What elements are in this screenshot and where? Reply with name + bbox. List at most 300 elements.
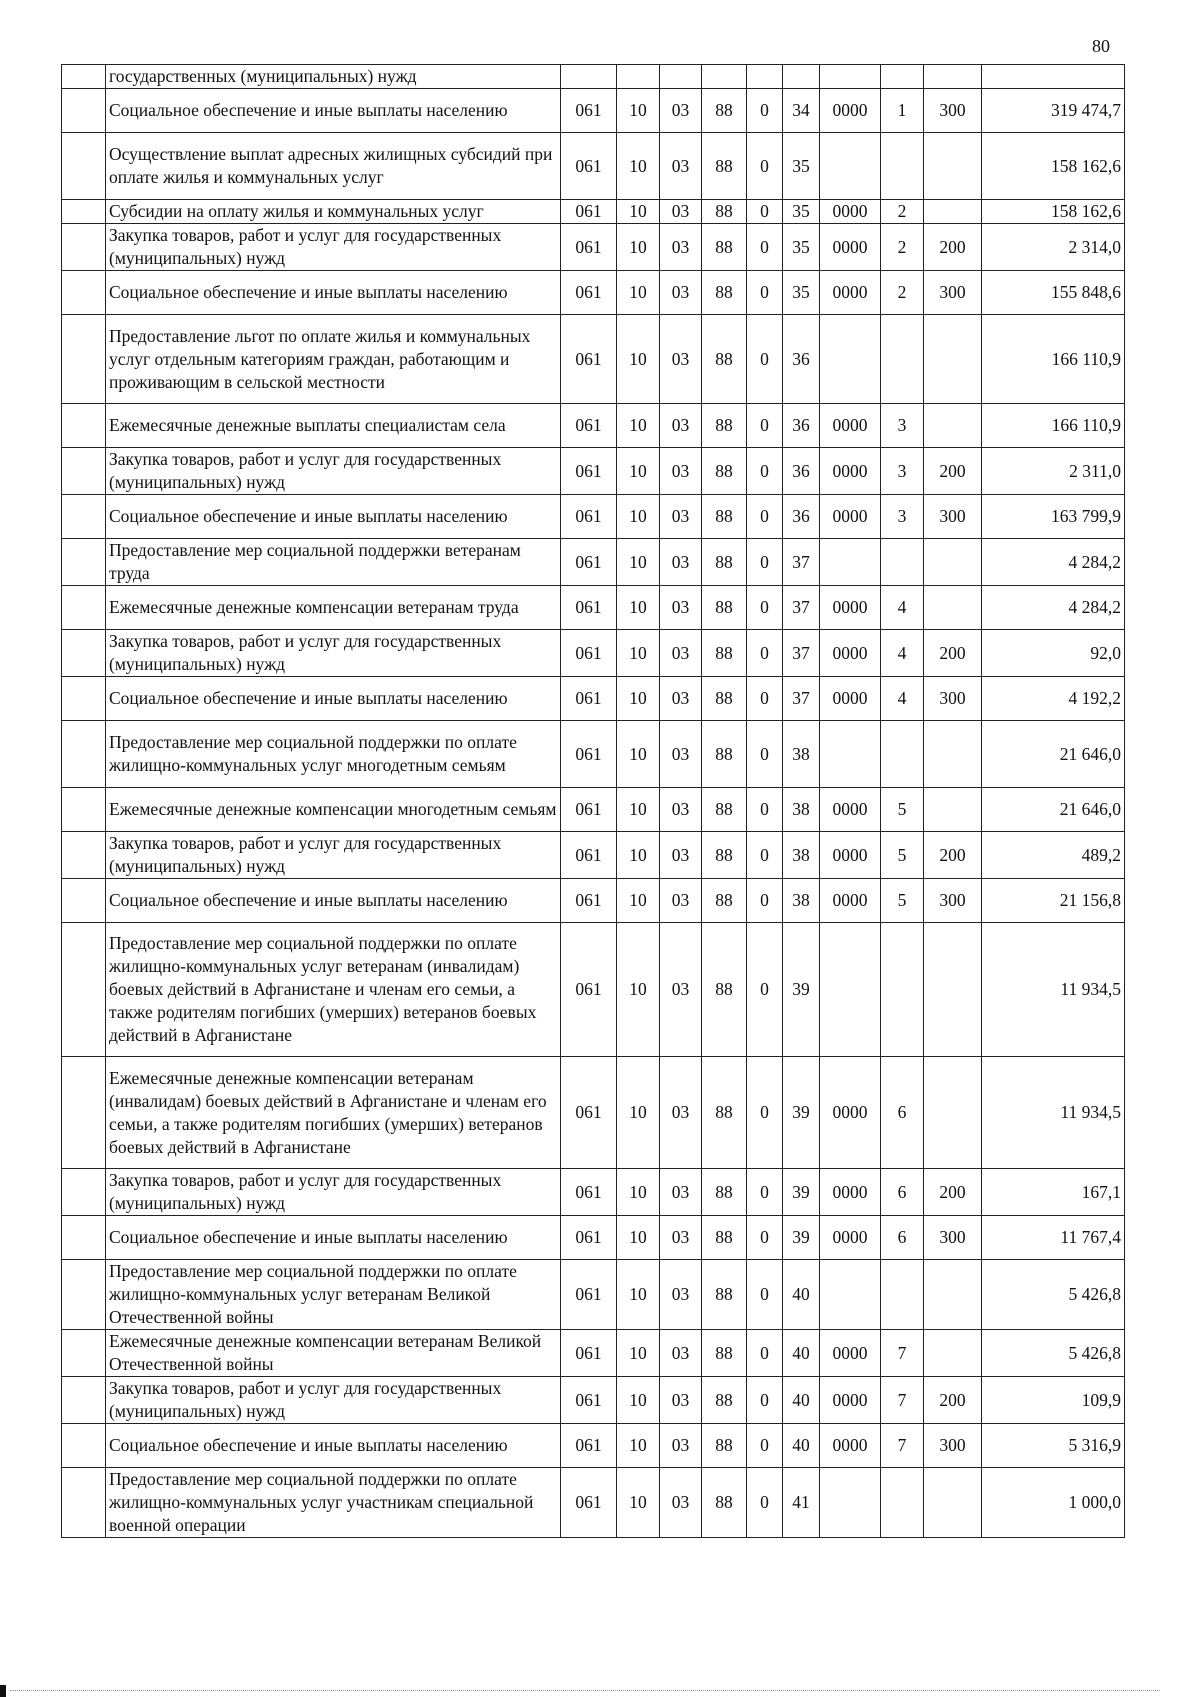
- code-admin-cell: 061: [561, 200, 617, 224]
- code-section-cell: 10: [617, 133, 660, 200]
- code-main-event-cell: 38: [783, 879, 820, 923]
- code-subprogram-cell: 0: [747, 404, 783, 448]
- code-direction-cell: 0000: [820, 677, 881, 721]
- code-expense-type-cell: 200: [924, 630, 982, 677]
- blank-cell: [62, 1377, 106, 1424]
- code-subprogram-cell: 0: [747, 832, 783, 879]
- amount-cell: 155 848,6: [982, 271, 1125, 315]
- code-program-cell: 88: [702, 495, 747, 539]
- code-main-event-cell: 38: [783, 832, 820, 879]
- code-program-cell: 88: [702, 539, 747, 586]
- code-subsection-cell: 03: [660, 721, 702, 788]
- blank-cell: [62, 1468, 106, 1538]
- code-admin-cell: 061: [561, 224, 617, 271]
- code-subprogram-cell: 0: [747, 677, 783, 721]
- amount-cell: 319 474,7: [982, 89, 1125, 133]
- table-row: [62, 495, 1125, 539]
- table-row: [62, 630, 1125, 677]
- code-expense-type-cell: 300: [924, 271, 982, 315]
- item-name-cell: Закупка товаров, работ и услуг для государственных (муниципальных) нужд: [106, 630, 561, 677]
- code-admin-cell: 061: [561, 495, 617, 539]
- blank-cell: [62, 1424, 106, 1468]
- blank-cell: [62, 586, 106, 630]
- code-admin-cell: 061: [561, 271, 617, 315]
- table-row: [62, 1057, 1125, 1169]
- item-name-cell: Ежемесячные денежные компенсации ветеранам труда: [106, 586, 561, 630]
- code-section-cell: 10: [617, 200, 660, 224]
- code-direction-suffix-cell: 3: [881, 495, 924, 539]
- code-subprogram-cell: 0: [747, 271, 783, 315]
- code-expense-type-cell: 200: [924, 832, 982, 879]
- item-name-cell: Предоставление мер социальной поддержки по оплате жилищно-коммунальных услуг ветеранам Великой Отечественной войны: [106, 1260, 561, 1330]
- code-subprogram-cell: 0: [747, 923, 783, 1057]
- code-admin-cell: 061: [561, 1468, 617, 1538]
- table-row: [62, 448, 1125, 495]
- code-section-cell: 10: [617, 448, 660, 495]
- amount-cell: 11 934,5: [982, 1057, 1125, 1169]
- code-main-event-cell: 39: [783, 923, 820, 1057]
- table-row: [62, 1424, 1125, 1468]
- code-subsection-cell: 03: [660, 1468, 702, 1538]
- code-admin-cell: 061: [561, 448, 617, 495]
- code-main-event-cell: 37: [783, 586, 820, 630]
- code-direction-cell: 0000: [820, 1057, 881, 1169]
- code-program-cell: 88: [702, 89, 747, 133]
- code-direction-cell: 0000: [820, 200, 881, 224]
- code-main-event-cell: 38: [783, 788, 820, 832]
- code-section-cell: 10: [617, 539, 660, 586]
- code-program-cell: 88: [702, 315, 747, 404]
- code-direction-suffix-cell: 4: [881, 586, 924, 630]
- code-expense-type-cell: 300: [924, 1424, 982, 1468]
- blank-cell: [62, 677, 106, 721]
- code-expense-type-cell: [924, 923, 982, 1057]
- code-subsection-cell: 03: [660, 1260, 702, 1330]
- blank-cell: [62, 1330, 106, 1377]
- code-main-event-cell: 35: [783, 224, 820, 271]
- table-row: [62, 1260, 1125, 1330]
- item-name-cell: Предоставление мер социальной поддержки по оплате жилищно-коммунальных услуг ветеранам (инвалидам) боевых действий в Афганистане и членам его семьи, а также родителям погибших (умерших) ветеранов боевых действий в Афганистане: [106, 923, 561, 1057]
- item-name-cell: Ежемесячные денежные компенсации ветеранам Великой Отечественной войны: [106, 1330, 561, 1377]
- code-direction-cell: 0000: [820, 630, 881, 677]
- code-subsection-cell: 03: [660, 1330, 702, 1377]
- code-section-cell: 10: [617, 404, 660, 448]
- code-subsection-cell: 03: [660, 1216, 702, 1260]
- code-admin-cell: 061: [561, 677, 617, 721]
- blank-cell: [62, 630, 106, 677]
- code-admin-cell: 061: [561, 1330, 617, 1377]
- blank-cell: [62, 224, 106, 271]
- code-expense-type-cell: [924, 1468, 982, 1538]
- code-expense-type-cell: 300: [924, 1216, 982, 1260]
- code-direction-cell: 0000: [820, 788, 881, 832]
- table-row: [62, 1216, 1125, 1260]
- amount-cell: 4 192,2: [982, 677, 1125, 721]
- code-direction-suffix-cell: 3: [881, 448, 924, 495]
- code-admin-cell: 061: [561, 1169, 617, 1216]
- code-subprogram-cell: 0: [747, 630, 783, 677]
- table-row: [62, 677, 1125, 721]
- code-direction-cell: 0000: [820, 89, 881, 133]
- code-program-cell: 88: [702, 1216, 747, 1260]
- code-subprogram-cell: 0: [747, 315, 783, 404]
- code-section-cell: 10: [617, 89, 660, 133]
- code-admin-cell: 061: [561, 1377, 617, 1424]
- blank-cell: [62, 448, 106, 495]
- code-section-cell: 10: [617, 271, 660, 315]
- code-main-event-cell: [783, 65, 820, 89]
- code-subprogram-cell: 0: [747, 1330, 783, 1377]
- item-name-cell: Социальное обеспечение и иные выплаты населению: [106, 879, 561, 923]
- code-admin-cell: [561, 65, 617, 89]
- budget-table: [61, 64, 1125, 1538]
- code-main-event-cell: 38: [783, 721, 820, 788]
- code-subprogram-cell: 0: [747, 133, 783, 200]
- table-row: [62, 923, 1125, 1057]
- code-section-cell: 10: [617, 630, 660, 677]
- code-expense-type-cell: [924, 315, 982, 404]
- code-expense-type-cell: [924, 133, 982, 200]
- code-direction-cell: 0000: [820, 879, 881, 923]
- table-row: [62, 788, 1125, 832]
- code-main-event-cell: 39: [783, 1169, 820, 1216]
- code-section-cell: 10: [617, 495, 660, 539]
- item-name-cell: Субсидии на оплату жилья и коммунальных услуг: [106, 200, 561, 224]
- code-program-cell: 88: [702, 879, 747, 923]
- code-subsection-cell: 03: [660, 89, 702, 133]
- blank-cell: [62, 89, 106, 133]
- code-expense-type-cell: [924, 1057, 982, 1169]
- table-row: [62, 200, 1125, 224]
- code-admin-cell: 061: [561, 1424, 617, 1468]
- code-direction-suffix-cell: [881, 65, 924, 89]
- code-direction-suffix-cell: 7: [881, 1330, 924, 1377]
- amount-cell: 21 646,0: [982, 788, 1125, 832]
- code-program-cell: 88: [702, 721, 747, 788]
- code-direction-suffix-cell: 5: [881, 879, 924, 923]
- code-direction-cell: 0000: [820, 1216, 881, 1260]
- code-direction-suffix-cell: 6: [881, 1169, 924, 1216]
- code-admin-cell: 061: [561, 832, 617, 879]
- code-section-cell: 10: [617, 1424, 660, 1468]
- code-expense-type-cell: 200: [924, 224, 982, 271]
- code-expense-type-cell: 300: [924, 89, 982, 133]
- code-section-cell: 10: [617, 879, 660, 923]
- code-admin-cell: 061: [561, 1057, 617, 1169]
- code-main-event-cell: 40: [783, 1377, 820, 1424]
- amount-cell: 1 000,0: [982, 1468, 1125, 1538]
- code-direction-suffix-cell: 6: [881, 1057, 924, 1169]
- code-admin-cell: 061: [561, 315, 617, 404]
- code-program-cell: 88: [702, 788, 747, 832]
- code-admin-cell: 061: [561, 721, 617, 788]
- code-program-cell: 88: [702, 404, 747, 448]
- page-number: 80: [1092, 36, 1110, 56]
- code-program-cell: 88: [702, 271, 747, 315]
- code-direction-cell: 0000: [820, 1377, 881, 1424]
- code-direction-cell: [820, 133, 881, 200]
- amount-cell: 11 934,5: [982, 923, 1125, 1057]
- code-main-event-cell: 39: [783, 1216, 820, 1260]
- code-subprogram-cell: 0: [747, 200, 783, 224]
- blank-cell: [62, 404, 106, 448]
- code-direction-suffix-cell: [881, 133, 924, 200]
- code-direction-cell: 0000: [820, 224, 881, 271]
- code-direction-cell: 0000: [820, 404, 881, 448]
- code-subprogram-cell: 0: [747, 1424, 783, 1468]
- item-name-cell: Социальное обеспечение и иные выплаты населению: [106, 1216, 561, 1260]
- code-subsection-cell: 03: [660, 630, 702, 677]
- blank-cell: [62, 1260, 106, 1330]
- code-program-cell: 88: [702, 832, 747, 879]
- code-main-event-cell: 40: [783, 1424, 820, 1468]
- item-name-cell: Социальное обеспечение и иные выплаты населению: [106, 495, 561, 539]
- code-expense-type-cell: [924, 788, 982, 832]
- code-main-event-cell: 40: [783, 1330, 820, 1377]
- code-main-event-cell: 35: [783, 200, 820, 224]
- amount-cell: 109,9: [982, 1377, 1125, 1424]
- code-direction-suffix-cell: 4: [881, 677, 924, 721]
- code-main-event-cell: 37: [783, 677, 820, 721]
- amount-cell: 163 799,9: [982, 495, 1125, 539]
- code-direction-suffix-cell: 2: [881, 200, 924, 224]
- amount-cell: 158 162,6: [982, 133, 1125, 200]
- code-main-event-cell: 36: [783, 315, 820, 404]
- code-direction-cell: [820, 65, 881, 89]
- amount-cell: 5 426,8: [982, 1260, 1125, 1330]
- item-name-cell: Ежемесячные денежные компенсации многодетным семьям: [106, 788, 561, 832]
- code-direction-suffix-cell: 7: [881, 1424, 924, 1468]
- code-direction-suffix-cell: [881, 721, 924, 788]
- code-program-cell: 88: [702, 1260, 747, 1330]
- amount-cell: 167,1: [982, 1169, 1125, 1216]
- code-subsection-cell: 03: [660, 832, 702, 879]
- amount-cell: 166 110,9: [982, 315, 1125, 404]
- code-direction-suffix-cell: [881, 1260, 924, 1330]
- blank-cell: [62, 133, 106, 200]
- code-subprogram-cell: 0: [747, 586, 783, 630]
- item-name-cell: Социальное обеспечение и иные выплаты населению: [106, 677, 561, 721]
- code-subsection-cell: 03: [660, 271, 702, 315]
- code-subprogram-cell: 0: [747, 495, 783, 539]
- code-program-cell: 88: [702, 448, 747, 495]
- code-section-cell: 10: [617, 832, 660, 879]
- code-expense-type-cell: 200: [924, 1169, 982, 1216]
- code-main-event-cell: 35: [783, 133, 820, 200]
- blank-cell: [62, 788, 106, 832]
- code-direction-suffix-cell: [881, 315, 924, 404]
- code-admin-cell: 061: [561, 586, 617, 630]
- blank-cell: [62, 271, 106, 315]
- code-direction-suffix-cell: 7: [881, 1377, 924, 1424]
- item-name-cell: Осуществление выплат адресных жилищных субсидий при оплате жилья и коммунальных услуг: [106, 133, 561, 200]
- item-name-cell: Социальное обеспечение и иные выплаты населению: [106, 271, 561, 315]
- item-name-cell: Предоставление льгот по оплате жилья и коммунальных услуг отдельным категориям граждан, работающим и проживающим в сельской местности: [106, 315, 561, 404]
- code-program-cell: 88: [702, 133, 747, 200]
- blank-cell: [62, 1216, 106, 1260]
- code-direction-cell: [820, 923, 881, 1057]
- blank-cell: [62, 832, 106, 879]
- blank-cell: [62, 721, 106, 788]
- code-subsection-cell: [660, 65, 702, 89]
- code-direction-suffix-cell: 6: [881, 1216, 924, 1260]
- blank-cell: [62, 1057, 106, 1169]
- code-direction-cell: 0000: [820, 495, 881, 539]
- code-subsection-cell: 03: [660, 677, 702, 721]
- code-subprogram-cell: 0: [747, 1468, 783, 1538]
- code-direction-cell: 0000: [820, 586, 881, 630]
- code-subprogram-cell: [747, 65, 783, 89]
- amount-cell: 2 311,0: [982, 448, 1125, 495]
- code-section-cell: 10: [617, 1260, 660, 1330]
- code-main-event-cell: 41: [783, 1468, 820, 1538]
- amount-cell: 4 284,2: [982, 539, 1125, 586]
- code-direction-suffix-cell: 4: [881, 630, 924, 677]
- code-main-event-cell: 35: [783, 271, 820, 315]
- table-row: [62, 586, 1125, 630]
- code-direction-suffix-cell: 1: [881, 89, 924, 133]
- item-name-cell: государственных (муниципальных) нужд: [106, 65, 561, 89]
- code-program-cell: 88: [702, 586, 747, 630]
- amount-cell: 158 162,6: [982, 200, 1125, 224]
- table-row: [62, 1169, 1125, 1216]
- code-subprogram-cell: 0: [747, 721, 783, 788]
- code-section-cell: 10: [617, 1216, 660, 1260]
- item-name-cell: Закупка товаров, работ и услуг для государственных (муниципальных) нужд: [106, 448, 561, 495]
- code-expense-type-cell: [924, 586, 982, 630]
- table-row: [62, 65, 1125, 89]
- code-program-cell: 88: [702, 1169, 747, 1216]
- code-admin-cell: 061: [561, 923, 617, 1057]
- amount-cell: 21 156,8: [982, 879, 1125, 923]
- item-name-cell: Предоставление мер социальной поддержки по оплате жилищно-коммунальных услуг многодетным семьям: [106, 721, 561, 788]
- code-section-cell: 10: [617, 1468, 660, 1538]
- code-direction-cell: 0000: [820, 448, 881, 495]
- code-main-event-cell: 36: [783, 448, 820, 495]
- code-direction-suffix-cell: [881, 923, 924, 1057]
- code-subsection-cell: 03: [660, 1169, 702, 1216]
- table-row: [62, 133, 1125, 200]
- code-direction-cell: 0000: [820, 832, 881, 879]
- code-program-cell: 88: [702, 224, 747, 271]
- code-admin-cell: 061: [561, 89, 617, 133]
- blank-cell: [62, 495, 106, 539]
- code-program-cell: 88: [702, 923, 747, 1057]
- code-admin-cell: 061: [561, 404, 617, 448]
- code-section-cell: 10: [617, 1330, 660, 1377]
- code-main-event-cell: 37: [783, 630, 820, 677]
- code-direction-suffix-cell: [881, 539, 924, 586]
- code-program-cell: 88: [702, 1330, 747, 1377]
- code-program-cell: 88: [702, 1057, 747, 1169]
- blank-cell: [62, 879, 106, 923]
- code-subprogram-cell: 0: [747, 448, 783, 495]
- code-expense-type-cell: [924, 539, 982, 586]
- code-section-cell: 10: [617, 677, 660, 721]
- table-row: [62, 721, 1125, 788]
- blank-cell: [62, 315, 106, 404]
- item-name-cell: Социальное обеспечение и иные выплаты населению: [106, 89, 561, 133]
- code-subsection-cell: 03: [660, 200, 702, 224]
- code-subprogram-cell: 0: [747, 788, 783, 832]
- code-program-cell: 88: [702, 200, 747, 224]
- amount-cell: 5 316,9: [982, 1424, 1125, 1468]
- code-subsection-cell: 03: [660, 539, 702, 586]
- code-program-cell: 88: [702, 1377, 747, 1424]
- code-section-cell: 10: [617, 721, 660, 788]
- code-subprogram-cell: 0: [747, 1216, 783, 1260]
- table-row: [62, 1377, 1125, 1424]
- amount-cell: [982, 65, 1125, 89]
- code-expense-type-cell: [924, 1330, 982, 1377]
- code-program-cell: 88: [702, 677, 747, 721]
- code-subsection-cell: 03: [660, 923, 702, 1057]
- code-direction-suffix-cell: [881, 1468, 924, 1538]
- code-main-event-cell: 37: [783, 539, 820, 586]
- item-name-cell: Закупка товаров, работ и услуг для государственных (муниципальных) нужд: [106, 224, 561, 271]
- code-subsection-cell: 03: [660, 1377, 702, 1424]
- code-direction-suffix-cell: 2: [881, 271, 924, 315]
- code-direction-cell: [820, 315, 881, 404]
- code-section-cell: 10: [617, 1169, 660, 1216]
- table-row: [62, 89, 1125, 133]
- blank-cell: [62, 1169, 106, 1216]
- code-section-cell: 10: [617, 923, 660, 1057]
- table-row: [62, 539, 1125, 586]
- code-direction-cell: 0000: [820, 1330, 881, 1377]
- code-direction-cell: [820, 539, 881, 586]
- item-name-cell: Предоставление мер социальной поддержки по оплате жилищно-коммунальных услуг участникам специальной военной операции: [106, 1468, 561, 1538]
- code-main-event-cell: 34: [783, 89, 820, 133]
- amount-cell: 5 426,8: [982, 1330, 1125, 1377]
- code-expense-type-cell: 300: [924, 677, 982, 721]
- table-row: [62, 879, 1125, 923]
- code-section-cell: [617, 65, 660, 89]
- code-subsection-cell: 03: [660, 1424, 702, 1468]
- scan-edge-mark: [0, 1685, 6, 1697]
- table-row: [62, 315, 1125, 404]
- code-direction-suffix-cell: 3: [881, 404, 924, 448]
- code-direction-suffix-cell: 2: [881, 224, 924, 271]
- amount-cell: 92,0: [982, 630, 1125, 677]
- table-row: [62, 404, 1125, 448]
- code-admin-cell: 061: [561, 630, 617, 677]
- code-subprogram-cell: 0: [747, 1260, 783, 1330]
- code-direction-cell: 0000: [820, 271, 881, 315]
- code-main-event-cell: 36: [783, 404, 820, 448]
- code-program-cell: 88: [702, 1468, 747, 1538]
- code-subsection-cell: 03: [660, 879, 702, 923]
- code-subsection-cell: 03: [660, 404, 702, 448]
- code-subsection-cell: 03: [660, 224, 702, 271]
- code-subprogram-cell: 0: [747, 539, 783, 586]
- code-section-cell: 10: [617, 315, 660, 404]
- code-subprogram-cell: 0: [747, 224, 783, 271]
- table-row: [62, 832, 1125, 879]
- code-admin-cell: 061: [561, 788, 617, 832]
- code-main-event-cell: 36: [783, 495, 820, 539]
- code-expense-type-cell: [924, 1260, 982, 1330]
- code-program-cell: [702, 65, 747, 89]
- code-direction-cell: 0000: [820, 1169, 881, 1216]
- code-program-cell: 88: [702, 1424, 747, 1468]
- code-subprogram-cell: 0: [747, 1377, 783, 1424]
- code-subprogram-cell: 0: [747, 1057, 783, 1169]
- code-subsection-cell: 03: [660, 495, 702, 539]
- amount-cell: 166 110,9: [982, 404, 1125, 448]
- item-name-cell: Социальное обеспечение и иные выплаты населению: [106, 1424, 561, 1468]
- code-direction-suffix-cell: 5: [881, 832, 924, 879]
